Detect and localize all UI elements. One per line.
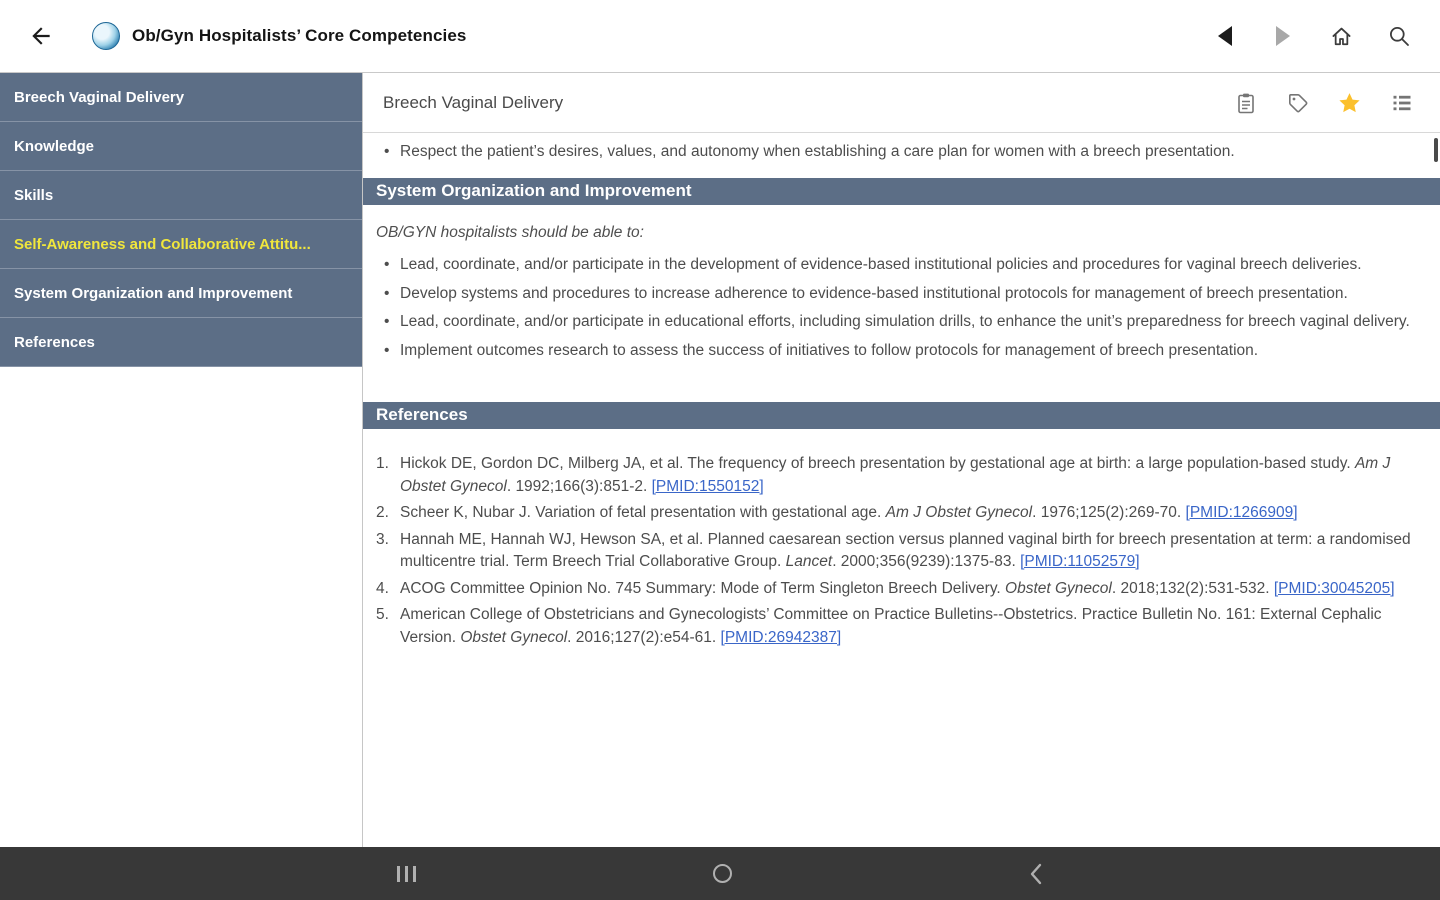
- bullet-item: [363, 311, 1422, 334]
- system-bullets: [363, 254, 1440, 362]
- reference-item: [363, 502, 1422, 525]
- reference-journal: Obstet Gynecol: [1005, 579, 1112, 597]
- pmid-link[interactable]: [PMID:1266909]: [1185, 504, 1298, 521]
- reference-journal: Obstet Gynecol: [460, 628, 568, 646]
- reference-text: . 1992;166(3):851-2.: [506, 477, 652, 495]
- page-title: Breech Vaginal Delivery: [383, 92, 564, 112]
- sidebar-item[interactable]: [0, 269, 362, 318]
- favorite-star-icon: [1337, 90, 1362, 116]
- main-body: [0, 73, 1440, 847]
- sidebar-item[interactable]: [0, 73, 362, 122]
- triangle-left-icon: [1216, 25, 1234, 47]
- reference-text: Hannah ME, Hannah WJ, Hewson SA, et al. Planned caesarean section versus planned vaginal birth for breech presentation at term: a randomised multicentre trial. Term Breech Trial Collaborative Group.: [400, 530, 1411, 570]
- search-button[interactable]: [1386, 23, 1412, 49]
- content-header: [363, 73, 1440, 133]
- sidebar-item-label: References: [14, 333, 95, 351]
- reference-text: Hickok DE, Gordon DC, Milberg JA, et al. The frequency of breech presentation by gestational age at birth: a large population-based study.: [400, 455, 1355, 472]
- reference-text: . 1976;125(2):269-70.: [1032, 504, 1186, 521]
- content-pane: [363, 73, 1440, 847]
- reference-number: 4.: [376, 579, 389, 597]
- section-header-system: [363, 178, 1440, 205]
- reference-item: [363, 578, 1422, 601]
- outline-button[interactable]: [1389, 90, 1414, 115]
- bullet-item: [363, 283, 1422, 306]
- chevron-left-icon: [1029, 863, 1043, 885]
- bullet-text: Implement outcomes research to assess the success of initiatives to follow protocols for management of breech presentation.: [400, 341, 1259, 359]
- reference-text: Scheer K, Nubar J. Variation of fetal presentation with gestational age.: [400, 504, 886, 521]
- sidebar-item[interactable]: [0, 122, 362, 171]
- home-circle-icon: [713, 864, 732, 883]
- reference-item: [363, 604, 1422, 649]
- reference-text: American College of Obstetricians and Gynecologists’ Committee on Practice Bulletins--Obstetrics. Practice Bulletin No. 161: External Cephalic Version.: [400, 606, 1382, 646]
- pmid-link[interactable]: [PMID:30045205]: [1273, 579, 1395, 597]
- sidebar-item[interactable]: [0, 318, 362, 367]
- section-intro: OB/GYN hospitalists should be able to:: [376, 223, 644, 241]
- pmid-link[interactable]: [PMID:26942387]: [720, 628, 842, 646]
- pmid-link[interactable]: [PMID:11052579]: [1020, 553, 1140, 570]
- section-heading: System Organization and Improvement: [376, 180, 692, 200]
- reference-text: . 2016;127(2):e54-61.: [567, 628, 721, 646]
- sidebar-menu: [0, 73, 362, 367]
- app-title: Ob/Gyn Hospitalists’ Core Competencies: [132, 26, 467, 45]
- document-scroll-area[interactable]: [363, 133, 1440, 847]
- section-heading: References: [376, 405, 468, 425]
- favorite-button[interactable]: [1337, 90, 1362, 115]
- arrow-left-icon: [28, 23, 54, 49]
- reference-item: [363, 529, 1422, 574]
- back-button[interactable]: [26, 21, 56, 51]
- recents-button[interactable]: [366, 847, 446, 900]
- history-back-button[interactable]: [1212, 23, 1238, 49]
- sidebar-item-label: Breech Vaginal Delivery: [14, 88, 185, 106]
- reference-journal: Lancet: [785, 553, 833, 570]
- reference-number: 1.: [376, 455, 389, 472]
- sidebar-item[interactable]: [0, 220, 362, 269]
- outline-icon: [1390, 91, 1414, 115]
- sidebar-item[interactable]: [0, 171, 362, 220]
- sidebar-item-label: Knowledge: [14, 137, 95, 155]
- sidebar-item-label: Self-Awareness and Collaborative Attitu...: [14, 235, 311, 253]
- tag-button[interactable]: [1285, 90, 1310, 115]
- reference-number: 3.: [376, 530, 389, 548]
- reference-journal: Am J Obstet Gynecol: [885, 504, 1033, 521]
- references-list: [363, 453, 1440, 649]
- reference-number: 5.: [376, 606, 389, 623]
- top-bullet-list: [363, 141, 1440, 164]
- bullet-text: Respect the patient’s desires, values, and autonomy when establishing a care plan for women with a breech presentation.: [400, 143, 1235, 160]
- scrollbar-thumb[interactable]: [1434, 138, 1438, 162]
- reference-item: [363, 453, 1422, 498]
- reference-text: ACOG Committee Opinion No. 745 Summary: Mode of Term Singleton Breech Delivery.: [400, 579, 1006, 597]
- reference-text: . 2000;356(9239):1375-83.: [832, 553, 1021, 570]
- nav-back-button[interactable]: [996, 847, 1076, 900]
- top-app-bar: [0, 0, 1440, 73]
- topbar-actions: [1212, 23, 1412, 49]
- reference-number: 2.: [376, 504, 389, 521]
- reference-journal: Am J Obstet Gynecol: [400, 455, 1391, 495]
- bullet-item: [363, 340, 1422, 363]
- bullet-item: [363, 141, 1422, 164]
- android-nav-bar: [0, 847, 1440, 900]
- bullet-item: [363, 254, 1422, 277]
- home-icon: [1329, 24, 1354, 49]
- app-logo-icon: [92, 22, 120, 50]
- triangle-right-icon: [1274, 25, 1292, 47]
- bullet-text: Lead, coordinate, and/or participate in the development of evidence-based institutional policies and procedures for vaginal breech deliveries.: [400, 256, 1362, 273]
- sidebar-item-label: Skills: [14, 186, 54, 204]
- sidebar-item-label: System Organization and Improvement: [14, 284, 293, 302]
- home-button[interactable]: [1328, 23, 1354, 49]
- section-header-references: [363, 402, 1440, 429]
- bullet-text: Develop systems and procedures to increase adherence to evidence-based institutional protocols for management of breech presentation.: [400, 284, 1348, 302]
- content-header-actions: [1233, 90, 1414, 115]
- tag-icon: [1286, 91, 1310, 115]
- note-icon: [1234, 91, 1258, 115]
- sidebar: [0, 73, 363, 847]
- pmid-link[interactable]: [PMID:1550152]: [651, 477, 764, 495]
- nav-home-button[interactable]: [682, 847, 762, 900]
- search-icon: [1387, 24, 1411, 48]
- bullet-text: Lead, coordinate, and/or participate in educational efforts, including simulation drills, to enhance the unit’s preparedness for breech vaginal delivery.: [400, 313, 1410, 330]
- note-button[interactable]: [1233, 90, 1258, 115]
- history-forward-button[interactable]: [1270, 23, 1296, 49]
- recents-icon: [397, 866, 416, 882]
- reference-text: . 2018;132(2):531-532.: [1111, 579, 1274, 597]
